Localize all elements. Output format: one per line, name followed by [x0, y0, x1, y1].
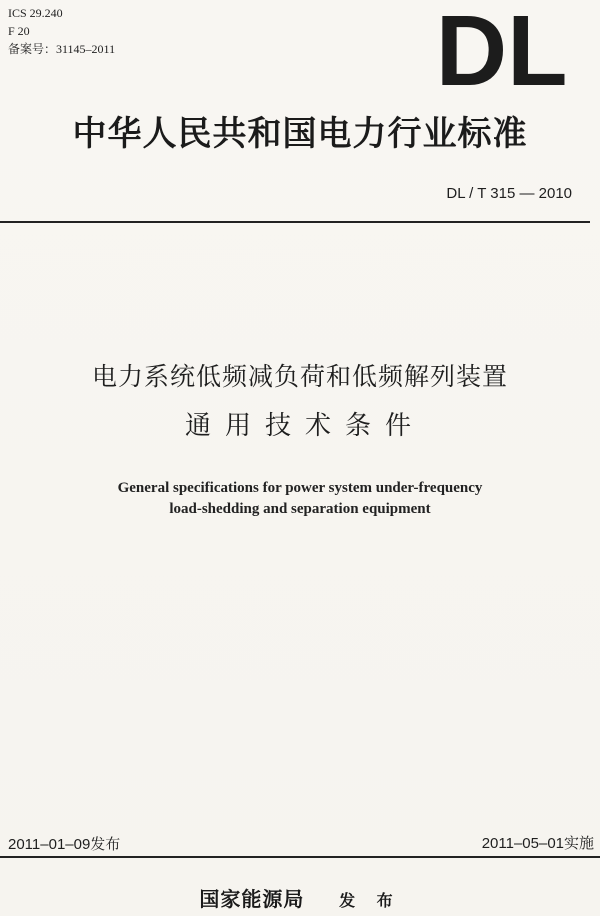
record-number: 备案号：31145–2011 [8, 42, 116, 56]
publisher-line [0, 883, 600, 912]
publish-label: 发 布 [339, 891, 401, 910]
chinese-title-line-2: 通用技术条件 [184, 411, 425, 441]
chinese-title-line-1: 电力系统低频减负荷和低频解列装置 [91, 362, 508, 391]
classification-block [8, 4, 115, 58]
english-title-line-2: load-shedding and separation equipment [169, 501, 431, 517]
english-title [0, 478, 600, 520]
implementation-date: 2011–05–01实施 [481, 835, 594, 852]
issue-date: 2011–01–09发布 [8, 836, 121, 853]
header-divider [0, 221, 590, 223]
standard-number: DL / T 315 — 2010 [446, 185, 572, 202]
classification-code: F 20 [8, 24, 30, 38]
footer-divider [0, 856, 600, 858]
dl-logo: DL [435, 0, 568, 107]
ics-code: ICS 29.240 [8, 6, 63, 20]
organization-title: 中华人民共和国电力行业标准 [72, 114, 528, 154]
publisher-name: 国家能源局 [199, 887, 305, 911]
english-title-line-1: General specifications for power system under-frequency [117, 480, 483, 496]
